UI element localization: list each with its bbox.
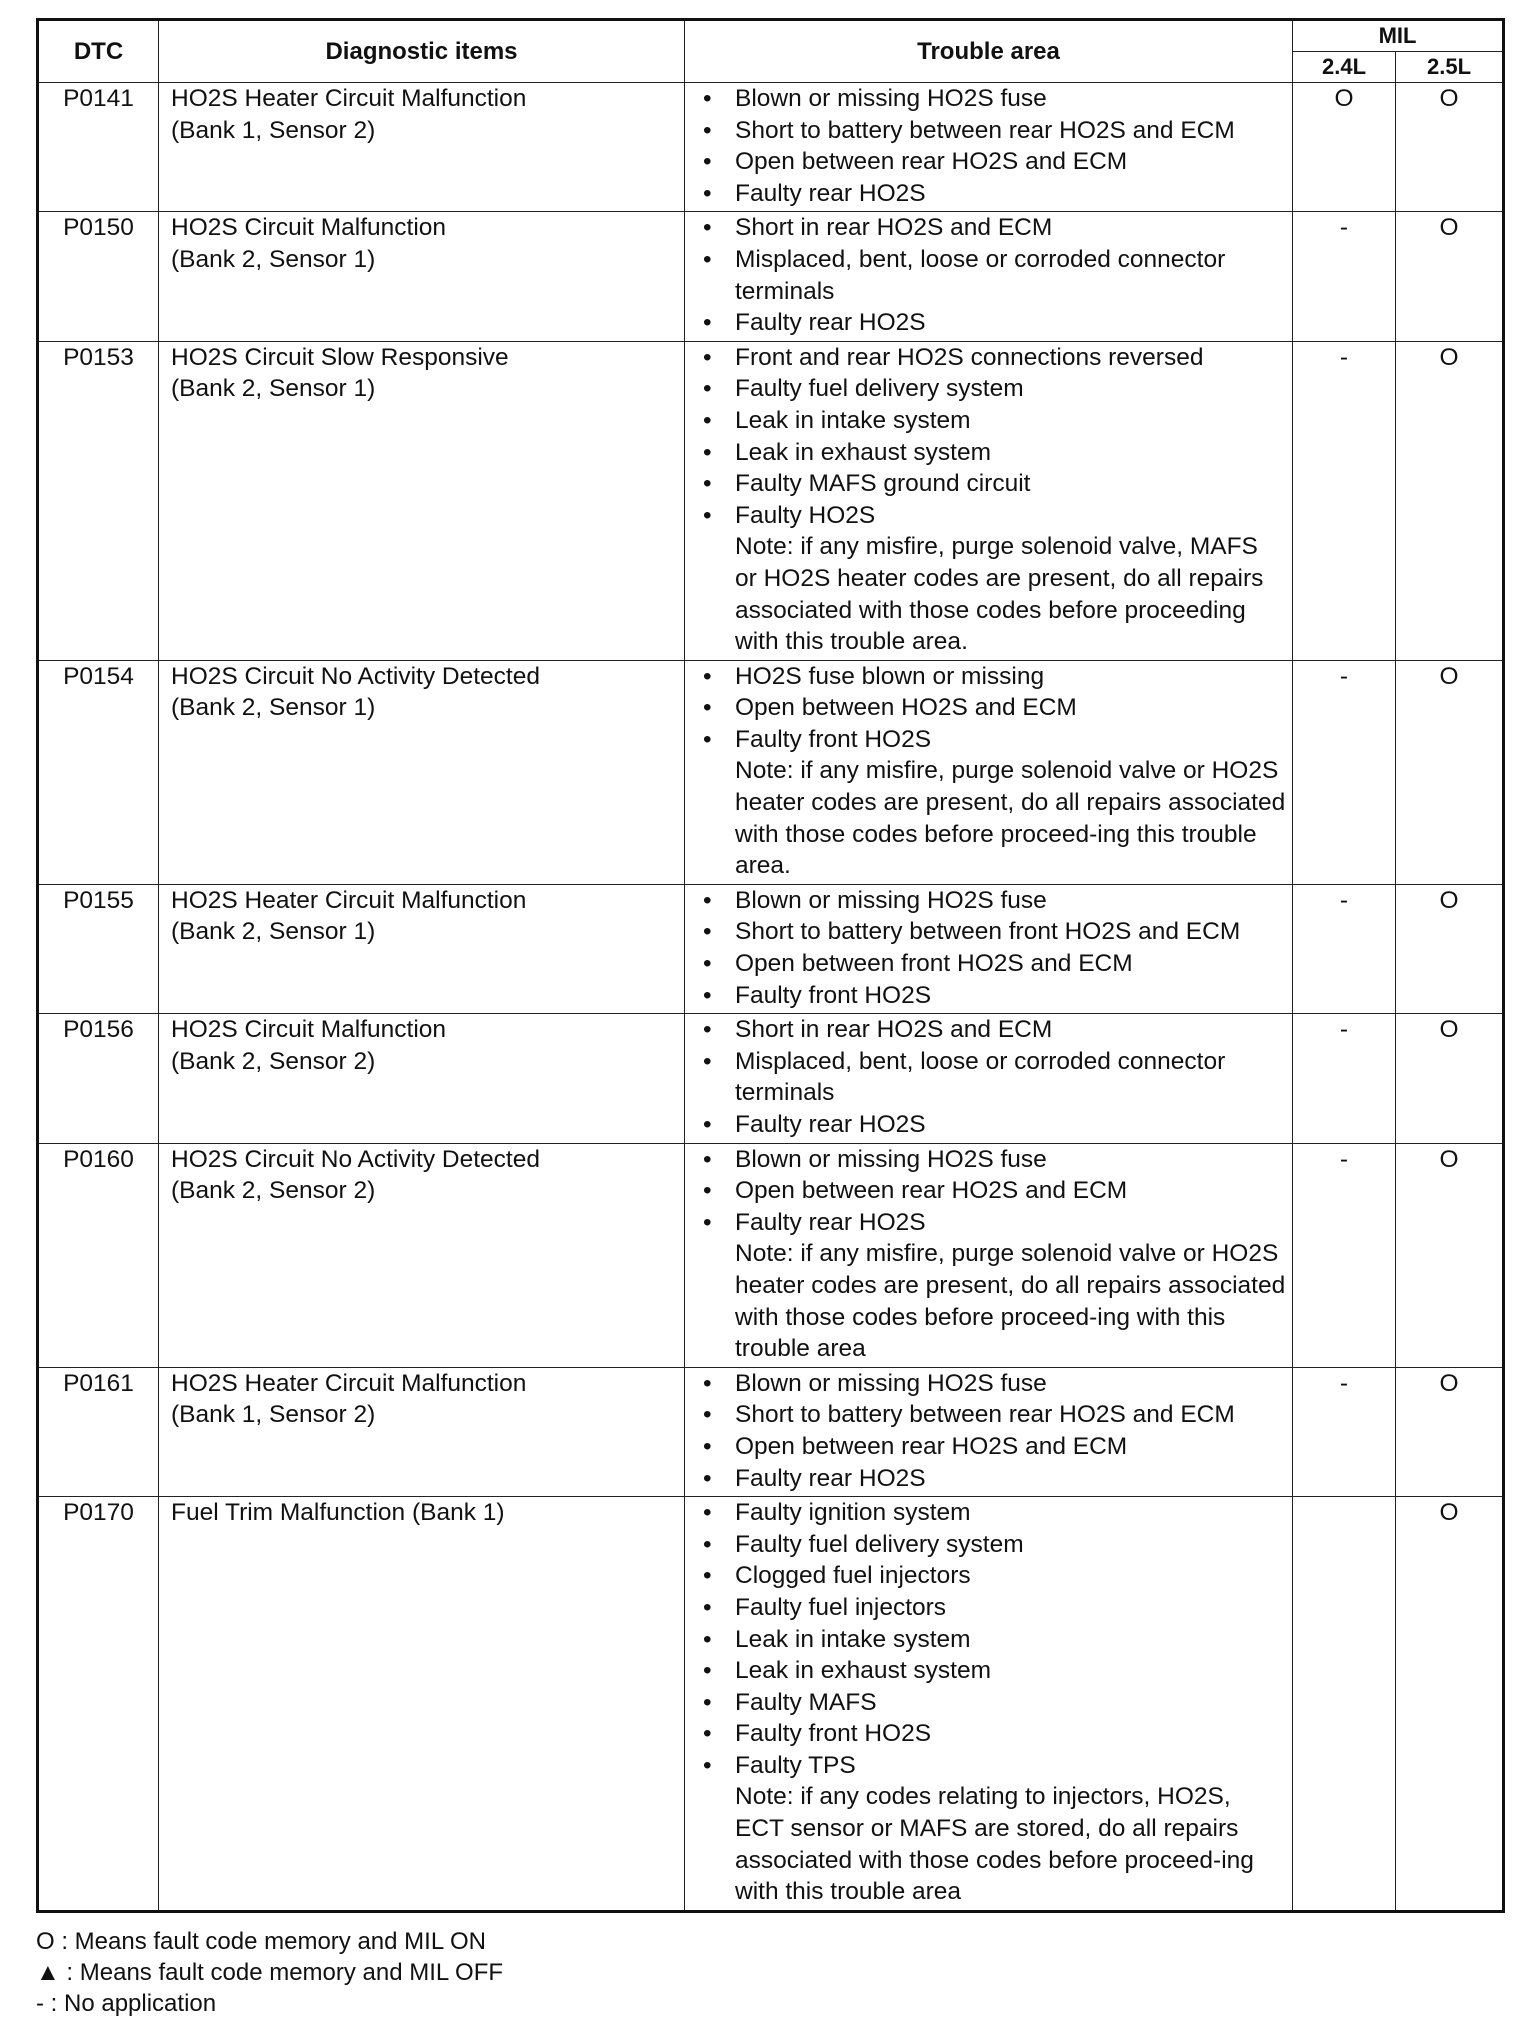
mil-25-status: O bbox=[1396, 83, 1504, 212]
trouble-item: • Blown or missing HO2S fuse bbox=[697, 885, 1286, 917]
trouble-note: Note: if any misfire, purge solenoid valve or HO2S heater codes are present, do all repairs associated with those codes before proceed-ing with this trouble area bbox=[735, 1240, 1286, 1363]
trouble-item: • Faulty fuel delivery system bbox=[697, 1529, 1286, 1561]
diagnostic-line: (Bank 2, Sensor 1) bbox=[171, 375, 376, 403]
mil-24-status: - bbox=[1293, 1014, 1396, 1143]
trouble-item: • Faulty HO2S bbox=[697, 500, 1286, 532]
mil-24-status bbox=[1293, 1497, 1396, 1912]
table-row bbox=[38, 1014, 1504, 1143]
dtc-table-sheet bbox=[36, 18, 1502, 1913]
diagnostic-line: (Bank 1, Sensor 2) bbox=[171, 116, 376, 144]
diagnostic-item bbox=[159, 1367, 685, 1496]
mil-25-status: O bbox=[1396, 1143, 1504, 1367]
mil-24-status: - bbox=[1293, 660, 1396, 884]
trouble-area bbox=[685, 83, 1293, 212]
diagnostic-line: (Bank 2, Sensor 2) bbox=[171, 1047, 376, 1075]
mil-25-status: O bbox=[1396, 884, 1504, 1013]
table-row bbox=[38, 660, 1504, 884]
table-row bbox=[38, 1143, 1504, 1367]
dtc-code: P0153 bbox=[38, 341, 159, 660]
diagnostic-item bbox=[159, 341, 685, 660]
legend-item-no-application: - : No application bbox=[36, 1990, 217, 2017]
mil-24-status: - bbox=[1293, 884, 1396, 1013]
trouble-item: • Open between rear HO2S and ECM bbox=[697, 1175, 1286, 1207]
diagnostic-line: HO2S Circuit No Activity Detected bbox=[171, 662, 540, 690]
trouble-list bbox=[697, 1497, 1286, 1781]
table-body bbox=[38, 83, 1504, 1912]
trouble-item: • Faulty rear HO2S bbox=[697, 1207, 1286, 1239]
trouble-list bbox=[697, 342, 1286, 532]
trouble-list bbox=[697, 83, 1286, 209]
trouble-item: • Leak in exhaust system bbox=[697, 1655, 1286, 1687]
mil-25-status: O bbox=[1396, 1014, 1504, 1143]
trouble-item: • Leak in intake system bbox=[697, 405, 1286, 437]
trouble-list bbox=[697, 212, 1286, 338]
header-dtc: DTC bbox=[38, 20, 159, 83]
trouble-item: • Misplaced, bent, loose or corroded connector terminals bbox=[697, 1046, 1286, 1109]
header-mil-24: 2.4L bbox=[1293, 52, 1396, 83]
diagnostic-line: (Bank 2, Sensor 1) bbox=[171, 694, 376, 722]
dtc-code: P0160 bbox=[38, 1143, 159, 1367]
trouble-list bbox=[697, 1144, 1286, 1239]
trouble-item: • Leak in intake system bbox=[697, 1624, 1286, 1656]
diagnostic-line: (Bank 1, Sensor 2) bbox=[171, 1401, 376, 1429]
mil-24-status: - bbox=[1293, 1367, 1396, 1496]
table-row bbox=[38, 212, 1504, 341]
mil-25-status: O bbox=[1396, 341, 1504, 660]
trouble-item: • Short in rear HO2S and ECM bbox=[697, 212, 1286, 244]
trouble-item: • Clogged fuel injectors bbox=[697, 1560, 1286, 1592]
mil-25-status: O bbox=[1396, 1367, 1504, 1496]
trouble-item: • Open between rear HO2S and ECM bbox=[697, 146, 1286, 178]
mil-24-status: O bbox=[1293, 83, 1396, 212]
trouble-item: • Faulty rear HO2S bbox=[697, 307, 1286, 339]
mil-25-status: O bbox=[1396, 1497, 1504, 1912]
header-mil-25: 2.5L bbox=[1396, 52, 1504, 83]
trouble-area bbox=[685, 212, 1293, 341]
diagnostic-item bbox=[159, 660, 685, 884]
diagnostic-line: HO2S Heater Circuit Malfunction bbox=[171, 1369, 527, 1397]
trouble-item: • Blown or missing HO2S fuse bbox=[697, 1368, 1286, 1400]
header-trouble-area: Trouble area bbox=[685, 20, 1293, 83]
trouble-item: • HO2S fuse blown or missing bbox=[697, 661, 1286, 693]
trouble-area bbox=[685, 341, 1293, 660]
table-row bbox=[38, 1367, 1504, 1496]
dtc-code: P0154 bbox=[38, 660, 159, 884]
header-row bbox=[38, 20, 1504, 52]
trouble-item: • Faulty front HO2S bbox=[697, 1718, 1286, 1750]
trouble-list bbox=[697, 885, 1286, 1011]
diagnostic-item bbox=[159, 83, 685, 212]
diagnostic-line: (Bank 2, Sensor 2) bbox=[171, 1177, 376, 1205]
diagnostic-item bbox=[159, 1014, 685, 1143]
mil-24-status: - bbox=[1293, 212, 1396, 341]
trouble-item: • Faulty fuel delivery system bbox=[697, 373, 1286, 405]
trouble-item: • Leak in exhaust system bbox=[697, 437, 1286, 469]
table-row bbox=[38, 341, 1504, 660]
dtc-code: P0155 bbox=[38, 884, 159, 1013]
dtc-code: P0170 bbox=[38, 1497, 159, 1912]
mil-24-status: - bbox=[1293, 1143, 1396, 1367]
trouble-item: • Faulty ignition system bbox=[697, 1497, 1286, 1529]
dtc-code: P0156 bbox=[38, 1014, 159, 1143]
trouble-item: • Faulty rear HO2S bbox=[697, 1463, 1286, 1495]
diagnostic-line: HO2S Circuit Slow Responsive bbox=[171, 343, 509, 371]
diagnostic-line: HO2S Circuit Malfunction bbox=[171, 1016, 447, 1044]
table-row bbox=[38, 884, 1504, 1013]
trouble-area bbox=[685, 1497, 1293, 1912]
trouble-item: • Open between HO2S and ECM bbox=[697, 692, 1286, 724]
diagnostic-line: Fuel Trim Malfunction (Bank 1) bbox=[171, 1499, 505, 1527]
trouble-area bbox=[685, 1367, 1293, 1496]
trouble-item: • Faulty rear HO2S bbox=[697, 1109, 1286, 1141]
trouble-item: • Faulty rear HO2S bbox=[697, 178, 1286, 210]
legend-item-mil-on: O : Means fault code memory and MIL ON bbox=[36, 1928, 486, 1955]
trouble-item: • Short to battery between front HO2S and ECM bbox=[697, 916, 1286, 948]
trouble-item: • Short to battery between rear HO2S and ECM bbox=[697, 115, 1286, 147]
diagnostic-line: HO2S Heater Circuit Malfunction bbox=[171, 886, 527, 914]
trouble-area bbox=[685, 1014, 1293, 1143]
trouble-list bbox=[697, 1014, 1286, 1140]
trouble-item: • Front and rear HO2S connections reversed bbox=[697, 342, 1286, 374]
trouble-item: • Blown or missing HO2S fuse bbox=[697, 83, 1286, 115]
diagnostic-item bbox=[159, 1497, 685, 1912]
trouble-area bbox=[685, 660, 1293, 884]
diagnostic-line: HO2S Heater Circuit Malfunction bbox=[171, 85, 527, 112]
trouble-item: • Faulty front HO2S bbox=[697, 724, 1286, 756]
dtc-code: P0161 bbox=[38, 1367, 159, 1496]
trouble-area bbox=[685, 884, 1293, 1013]
trouble-item: • Faulty MAFS ground circuit bbox=[697, 468, 1286, 500]
trouble-list bbox=[697, 1368, 1286, 1494]
legend bbox=[36, 1926, 503, 2019]
diagnostic-line: (Bank 2, Sensor 1) bbox=[171, 918, 376, 946]
dtc-table bbox=[36, 18, 1505, 1913]
trouble-item: • Short in rear HO2S and ECM bbox=[697, 1014, 1286, 1046]
diagnostic-item bbox=[159, 1143, 685, 1367]
trouble-item: • Faulty fuel injectors bbox=[697, 1592, 1286, 1624]
trouble-item: • Open between front HO2S and ECM bbox=[697, 948, 1286, 980]
trouble-item: • Faulty front HO2S bbox=[697, 980, 1286, 1012]
mil-25-status: O bbox=[1396, 212, 1504, 341]
trouble-list bbox=[697, 661, 1286, 756]
trouble-note: Note: if any misfire, purge solenoid valve, MAFS or HO2S heater codes are present, do all repairs associated with those codes before proceeding with this trouble area. bbox=[735, 533, 1264, 656]
dtc-code: P0150 bbox=[38, 212, 159, 341]
diagnostic-item bbox=[159, 884, 685, 1013]
trouble-item: • Blown or missing HO2S fuse bbox=[697, 1144, 1286, 1176]
trouble-item: • Open between rear HO2S and ECM bbox=[697, 1431, 1286, 1463]
trouble-item: • Faulty MAFS bbox=[697, 1687, 1286, 1719]
diagnostic-line: HO2S Circuit No Activity Detected bbox=[171, 1145, 540, 1173]
mil-24-status: - bbox=[1293, 341, 1396, 660]
trouble-note: Note: if any codes relating to injectors, HO2S, ECT sensor or MAFS are stored, do all repairs associated with those codes before proceed-ing with this trouble area bbox=[735, 1783, 1254, 1906]
mil-25-status: O bbox=[1396, 660, 1504, 884]
trouble-note: Note: if any misfire, purge solenoid valve or HO2S heater codes are present, do all repairs associated with those codes before proceed-ing this trouble area. bbox=[735, 757, 1286, 880]
trouble-item: • Short to battery between rear HO2S and ECM bbox=[697, 1399, 1286, 1431]
diagnostic-line: HO2S Circuit Malfunction bbox=[171, 214, 447, 242]
table-row bbox=[38, 83, 1504, 212]
dtc-code: P0141 bbox=[38, 83, 159, 212]
legend-item-mil-off: ▲ : Means fault code memory and MIL OFF bbox=[36, 1959, 504, 1986]
trouble-item: • Faulty TPS bbox=[697, 1750, 1286, 1782]
header-mil: MIL bbox=[1293, 20, 1504, 52]
diagnostic-item bbox=[159, 212, 685, 341]
diagnostic-line: (Bank 2, Sensor 1) bbox=[171, 245, 376, 273]
header-diagnostic-items: Diagnostic items bbox=[159, 20, 685, 83]
trouble-item: • Misplaced, bent, loose or corroded connector terminals bbox=[697, 244, 1286, 307]
trouble-area bbox=[685, 1143, 1293, 1367]
table-row bbox=[38, 1497, 1504, 1912]
